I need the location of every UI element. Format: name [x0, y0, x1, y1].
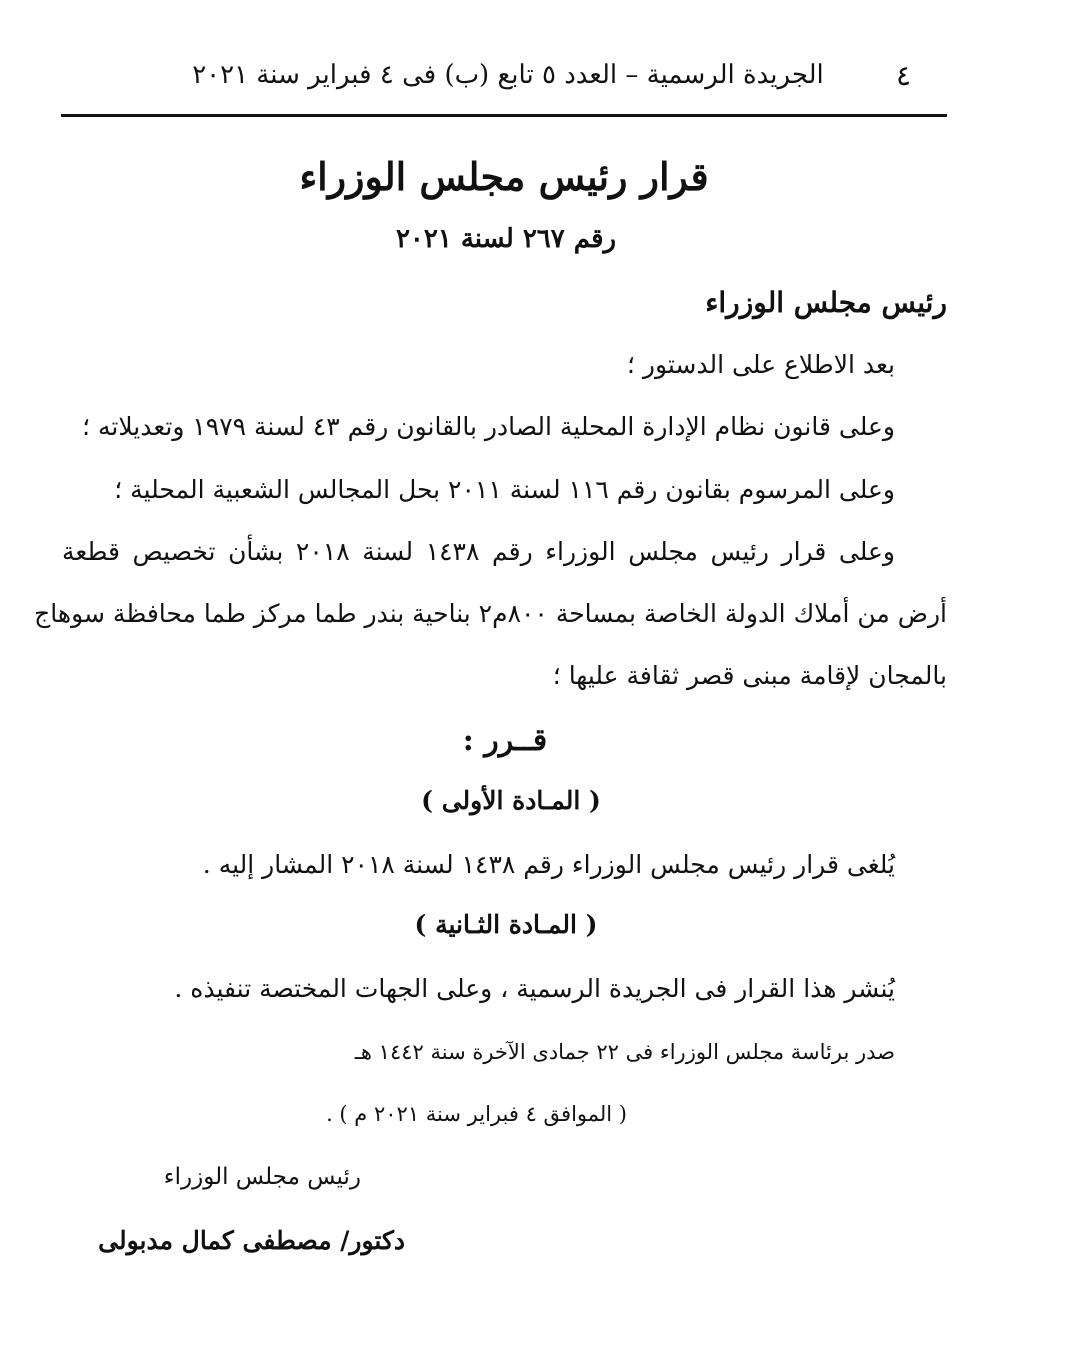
- preamble-line: وعلى قرار رئيس مجلس الوزراء رقم ١٤٣٨ لسنة ٢٠١٨ بشأن تخصيص قطعة: [62, 537, 895, 566]
- preamble-line: أرض من أملاك الدولة الخاصة بمساحة ٨٠٠م٢ بناحية بندر طما مركز طما محافظة سوهاج: [34, 599, 947, 628]
- article-heading: ( المـادة الثـانية ): [414, 910, 598, 939]
- decree-number: رقم ٢٦٧ لسنة ٢٠٢١: [395, 224, 617, 254]
- header-divider: [61, 114, 947, 117]
- page-number: ٤: [896, 59, 912, 92]
- preamble-line: وعلى قانون نظام الإدارة المحلية الصادر بالقانون رقم ٤٣ لسنة ١٩٧٩ وتعديلاته ؛: [82, 412, 895, 441]
- decided-label: قــرر :: [462, 723, 548, 758]
- article-text: يُلغى قرار رئيس مجلس الوزراء رقم ١٤٣٨ لسنة ٢٠١٨ المشار إليه .: [202, 850, 895, 879]
- signature-title: رئيس مجلس الوزراء: [163, 1164, 361, 1190]
- decree-title: قرار رئيس مجلس الوزراء: [299, 154, 709, 199]
- signature-name: دكتور/ مصطفى كمال مدبولى: [98, 1226, 405, 1255]
- preamble-line: بالمجان لإقامة مبنى قصر ثقافة عليها ؛: [552, 661, 947, 690]
- article-heading: ( المـادة الأولى ): [421, 786, 601, 815]
- issued-date-line: ( الموافق ٤ فبراير سنة ٢٠٢١ م ) .: [326, 1102, 627, 1126]
- issuer-heading: رئيس مجلس الوزراء: [705, 286, 947, 319]
- article-text: يُنشر هذا القرار فى الجريدة الرسمية ، وعلى الجهات المختصة تنفيذه .: [174, 974, 895, 1003]
- preamble-line: وعلى المرسوم بقانون رقم ١١٦ لسنة ٢٠١١ بحل المجالس الشعبية المحلية ؛: [114, 475, 895, 504]
- preamble-line: بعد الاطلاع على الدستور ؛: [626, 350, 895, 379]
- issued-line: صدر برئاسة مجلس الوزراء فى ٢٢ جمادى الآخرة سنة ١٤٤٢ هـ: [354, 1040, 895, 1064]
- gazette-header: الجريدة الرسمية – العدد ٥ تابع (ب) فى ٤ فبراير سنة ٢٠٢١: [192, 60, 824, 90]
